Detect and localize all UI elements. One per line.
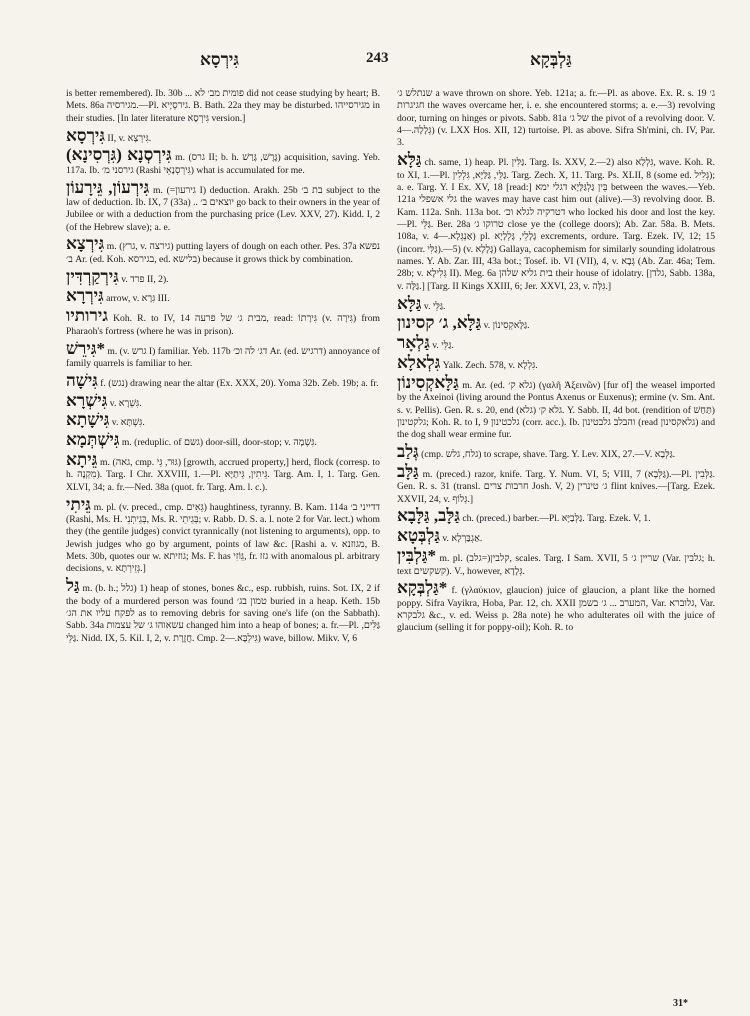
entry-text: m. Ar. (ed. גלא ק׳) (γαλῆ Ἀξεινῶν) [fur of] the weasel imported by the Axeinoi (living around the Pontus Axenus or Euxenus); ermine (v. Sm. Ant. s. v. Pellis). Gen. R. s. 20, end גלא ק׳ (גלא). Y. Sabb. II, 4d bot. (rendition of תַּחַשׁ) גלקטינון; Koh. R. to I, 9 גלכטינון (corr. acc.). Ib. והבלב גלבטינון (read גלאקסינון) and the dog shall wear ermine fur.: [397, 379, 715, 441]
dictionary-entry: [397, 463, 715, 506]
entry-text: m. (גאה, cmp. גּוּר, גֵּי) [growth, accrued property,] herd, flock (corresp. to h. מִקְנֶה). Targ. I Chr. XXVIII, 1.—Pl. גֵּיתִין, גֵּיתַיָּא. Targ. Am. I, 1. Targ. Gen. XLVI, 34; a. fr.—Ned. 38a (quot. fr. Targ. Am. l. c.).: [66, 457, 381, 493]
entry-text: Yalk. Zech. 578, v. גִּלְלָא.: [442, 360, 538, 372]
entry-headword: גִּירְרָא: [66, 286, 104, 306]
entry-headword: גִּישָׁתָא: [66, 410, 110, 430]
dictionary-entry: [66, 496, 380, 576]
entry-headword: גִּישְׁרָא: [66, 390, 108, 410]
dictionary-entry: [66, 287, 380, 305]
entry-text: שנתלש ג׳ a wave thrown on shore. Yeb. 121a; a. fr.—Pl. as above. Ex. R. s. 19 ג׳ חגיגרות the waves overcame her, i. e. she encountered storms; a. e.—3) revolving door, turning on hinges or pivots. Sabb. 81a של ג׳ the pivot of a revolving door. V. גְּלָלָה.—4) (v. LXX Hos. XII, 12) turtoise. Pl. as above. Sifra Sh'mini, ch. IV, Par. 3.: [397, 88, 716, 149]
entry-text: m. (preced.) razor, knife. Targ. Y. Num. VI, 5; VIII, 7 (גַּלְּבָא).—Pl. גַּלְּבִין. Gen. R. s. 31 (transl. חרבות צרים Josh. V, 2) ג׳ טינרין flint knives.—[Targ. Ezek. XXVII, 24, v. גְּלוֹף.]: [397, 468, 716, 505]
entry-headword: גִּלְאלָא: [397, 353, 441, 373]
entry-text: II, v. גִּירְצָא.: [107, 132, 152, 144]
entry-text: m. pl. (v. preced., cmp. גֵּאִים) haughtiness, tyranny. B. Kam. 114a דדייני ב׳ (Rashi, Ms. H. בְּגֵיתְנֵי, Ms. R. בְּגֵיתֵי; v. Rabb. D. S. a. l. note 2 for Var. lect.) whom they (the gentile judges) convict tyrannically (not listening to arguments), opp. to Jewish judges who go by argument, points of law &c. [Rashi a. v. מגוזנא, B. Mets. 30b, quotes our w. גוזיתא; Ms. F. has גֵּוֹזִי, fr. גזז with anomalous pl. arbitrary decisions, v. גְּזֵירְתָא.]: [66, 501, 380, 575]
entry-headword: גירותיו: [66, 306, 108, 326]
dictionary-entry: [397, 334, 715, 352]
page-header: [60, 50, 690, 76]
dictionary-entry: [66, 179, 380, 234]
dictionary-entry: [397, 88, 715, 150]
entry-text: m. pl. (גלב=)קלבין, scales. Targ. I Sam. XVII, 5 שריין ג׳ (Var. גלבין; h. text קשקשים). V., however, גְּלָדָא.: [397, 553, 716, 577]
dictionary-entry: [397, 295, 715, 313]
entry-headword: גֵּיתִי: [66, 494, 91, 514]
entry-headword: גַּלָּב, גַּלָּבָא: [397, 506, 460, 526]
entry-text: m. (b. h.; גלל) 1) heap of stones, bones &c., esp. rubbish, ruins. Sot. IX, 2 if the body of a murdered person was found טמון בג׳ buried in a heap. Keth. 15b לפקח עליו את הג׳ as to removing debris for saving one's life (on the Sabbath). Sabb. 34a עשאוהו ג׳ של עצמות changed him into a heap of bones; a. fr.—Pl. גַּלִּים, גַּלֵּי. Nidd. IX, 5. Kil. I, 2, v. חֲזֶרֶת. Cmp. גִּילְבָּא.—2) wave, billow. Mikv. V, 6: [66, 583, 380, 644]
entry-headword: גִּירְסְנָא (גִּרְסִינָא): [66, 145, 172, 165]
dictionary-entry: [66, 88, 380, 125]
entry-text: m. (=גירעון I) deduction. Arakh. 25b בת ב׳ subject to the law of deduction. Ib. IX, 7 (33a) .. יוצאים ב׳ go back to their owners in the year of Jubilee or with a deduction from the purchasing price (Lev. XXV, 27). Kidd. I, 2 (of the Hebrew slave); a. e.: [66, 184, 380, 233]
dictionary-entry: [66, 127, 380, 145]
dictionary-entry: [397, 443, 715, 461]
dictionary-entry: [66, 411, 380, 429]
header-left-word: גִּירְסָא: [200, 50, 240, 69]
entry-text: v. גַּלֵּי.: [423, 300, 446, 312]
right-column: [397, 88, 715, 636]
dictionary-entry: [397, 354, 715, 372]
entry-text: m. (גרס II; b. h. גֶּרֶשׁ, גָּרַשׁ) acquisition, saving. Yeb. 117a. Ib. גירסני מ׳ (Rashi גִּירְסְנָאֵי) what is accumulated for me.: [66, 152, 381, 176]
entry-headword: גִּישָׁה: [66, 370, 98, 390]
entry-headword: גַּל: [66, 576, 80, 596]
entry-headword: גִּישְׁתְּמָא: [66, 430, 120, 450]
entry-text: f. (γλαύκιον, glaucion) juice of glaucion, a plant like the horned poppy. Sifra Vayikra, Hoba, Par. 12, ch. XXII המערב ... ג׳ בשמן, Var. גלוברא, Var. גלבקרא &c., v. ed. Weiss p. 28a note) he who adulterates oil with the juice of glaucium (selling it for poppy-oil); Koh. R. to: [397, 585, 716, 634]
header-right-word: גַּלְבְּקָא: [530, 50, 572, 69]
entry-text: v. אַגְבַּרְלָא.: [442, 533, 483, 545]
dictionary-entry: [397, 579, 715, 634]
dictionary-entry: [66, 577, 380, 645]
entry-headword: גִּירְעוֹן, גֵּירָעוֹן: [66, 177, 150, 197]
entry-headword: גִּירְסָא: [66, 125, 106, 145]
entry-headword: *גַּלְבִּין: [397, 546, 437, 566]
entry-headword: גֵּיתָא: [66, 450, 98, 470]
dictionary-entry: [66, 392, 380, 410]
entry-headword: גַּלָּא: [397, 150, 422, 170]
entry-headword: גְּלַב: [397, 442, 419, 462]
dictionary-entry: [66, 372, 380, 390]
page-number: 243: [366, 50, 389, 66]
entry-text: ch. (preced.) barber.—Pl. גַּלְּבַיָּא. Targ. Ezek. V, 1.: [462, 513, 651, 525]
entry-text: v. פרד II, 2).: [121, 273, 169, 285]
entry-text: v. גַּלֵּי.: [432, 340, 454, 352]
entry-headword: גַּלְבְּטָא: [397, 526, 440, 546]
entry-text: ch. same, 1) heap. Pl. גַּלִּין. Targ. Is. XXV, 2.—2) also גִּלְלָא, wave. Koh. R. to XI, 1.—Pl. גַּלֵּי, גַּלַּיָּא, גִּלְלִין. Targ. Zech. X, 11. Targ. Ps. XLII, 8 (some ed. גְּלִיל); a. e. Targ. Y. I Ex. XV, 18 [read:] בֵּין גַּלְגַּלָּיָא דגלי ימא between the waves.—Yeb. 121a גלי אשפלי the waves may have cast him out (alive).—3) revolving door. B. Kam. 112a. Snh. 113a bot. דטרקיה לגלא וכ׳ who locked his door and lost the key.—Pl. גַּלֵּי. Ber. 28a טרוקו ג׳ close ye the (college doors); Ab. Zar. 58a. B. Mets. 108a, v. אַנְגְּלָא.—4) pl. גָּלָלֵי, גָּלְלָיָא excrements, ordure. Targ. Ezek. IV, 12; 15 (incorr. גַּלִּי).—5) (v. גָּלָלָא) Gallaya, cacophemism for similarly sounding idolatrous names. Y. Ab. Zar. III, 43a bot.; Tosef. ib. VI (VII), 4, v. גְּבָא (Ab. Zar. 46a; Tem. 28b; v. גְּלִילָא II). Meg. 6a בית גליא שלהן their house of idolatry. [גלדן, Sabb. 138a, v. גַּלָּה.] [Targ. II Kings XXIII, 6; Jer. XXVI, 23, v. גִּלָּה.]: [397, 157, 716, 292]
dictionary-entry: [66, 307, 380, 338]
dictionary-entry: [66, 431, 380, 449]
entry-text: is better remembered). Ib. 30b ... פומית מב׳ לא did not cease studying by heart; B. Mets. 86a מגירסיה.—Pl. גירסְיָיא. B. Bath. 22a they may be disturbed. מגירסייהו in their studies. [In later literature גִּירְסָא version.]: [66, 88, 381, 124]
entry-text: m. (גרץ, v. גירצה) putting layers of dough on each other. Pes. 37a נפשא ב׳ Ar. (ed. Koh. בגירסא, ed. בלישא) because it grows thick by combination.: [66, 241, 380, 265]
entry-text: v. גַּלָּאקְסִינוֹן.: [483, 320, 530, 332]
dictionary-entry: [66, 451, 380, 494]
entry-text: v. גִּשְׁרָא.: [109, 397, 142, 409]
dictionary-entry: [66, 268, 380, 286]
entry-headword: *גַּלְבְּקָא: [397, 578, 448, 598]
entry-text: (cmp. גלח, גלש) to scrape, shave. Targ. Y. Lev. XIX, 27.—V. גַּלְּבָא.: [421, 449, 676, 461]
dictionary-entry: [397, 151, 715, 293]
entry-headword: גִּירְקַרְדִּין: [66, 266, 119, 286]
entry-text: arrow, v. גִּרָא III.: [106, 293, 170, 305]
entry-headword: *גִּירֵשׁ: [66, 338, 105, 358]
entry-text: Koh. R. to IV, 14 מבית ג׳ של פרעה, read: גִּירָתוֹ (v. גִּירָה) from Pharaoh's fortress (where he was in prison).: [66, 313, 380, 337]
dictionary-entry: [397, 527, 715, 545]
entry-text: v. גִּשְׁתָּא.: [111, 417, 145, 429]
dictionary-entry: [66, 146, 380, 177]
entry-headword: גַּלָּאקְסִינוֹן: [397, 372, 459, 392]
left-column: [66, 88, 380, 646]
signature-mark: 31*: [673, 998, 688, 1009]
entry-text: m. (reduplic. of גשם) door-sill, door-stop; v. גִּשְׁמָה.: [121, 437, 317, 449]
dictionary-entry: [66, 235, 380, 266]
dictionary-entry: [397, 507, 715, 525]
dictionary-entry: [397, 314, 715, 332]
entry-headword: גַּלְאָר: [397, 333, 430, 353]
entry-text: f. (נגש) drawing near the altar (Ex. XXX, 20). Yoma 32b. Zeb. 19b; a. fr.: [100, 377, 379, 389]
entry-text: m. (v. גרש I) familiar. Yeb. 117b דג׳ לה וכ׳ Ar. (ed. דרגיש) annoyance of family quarrels is familiar to her.: [66, 345, 380, 369]
entry-headword: גַּלָּב: [397, 461, 419, 481]
entry-headword: גִּירְצָא: [66, 234, 105, 254]
dictionary-entry: [66, 340, 380, 371]
dictionary-entry: [397, 374, 715, 442]
entry-headword: גַּלָּא, ג׳ קסינון: [397, 313, 482, 333]
entry-headword: גַּלָּא: [397, 293, 422, 313]
dictionary-entry: [397, 547, 715, 578]
